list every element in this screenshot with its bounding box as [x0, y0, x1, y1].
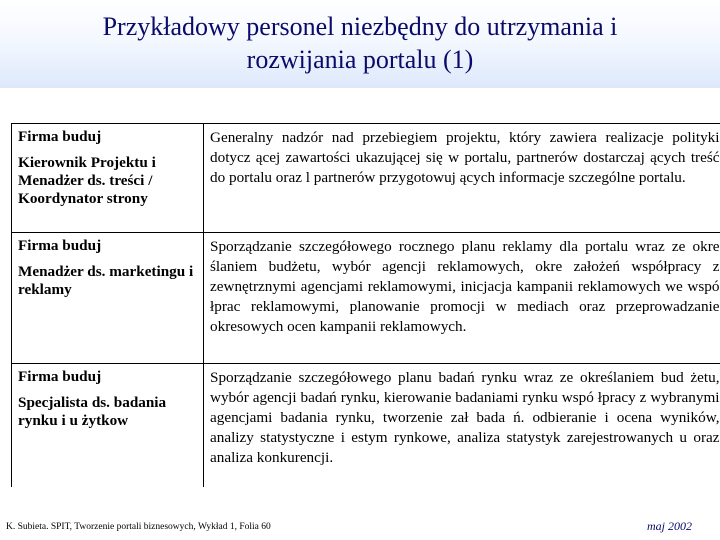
footer-date: maj 2002 [647, 519, 692, 533]
company-heading: Firma buduj [18, 368, 102, 385]
role-cell [12, 124, 204, 233]
table-row [12, 124, 720, 233]
description-cell: Sporządzanie szczegółowego rocznego planu reklamy dla portalu wraz ze okre ślaniem budżetu, wybór agencji reklamowych, okre założeń współpracy z zewnętrznymi agencjami reklamowymi, inicjacja kampanii reklamowych we wspó łprac reklamowymi, planowanie promocji w mediach oraz przeprowadzanie okresowych ocen kampanii reklamowych. [204, 233, 720, 364]
slide-title-line-1: Przykładowy personel niezbędny do utrzymania i [102, 12, 618, 41]
role-title: Kierownik Projektu i Menadżer ds. treści / Koordynator strony [18, 154, 156, 207]
table-row [12, 233, 720, 364]
role-cell [12, 233, 204, 364]
role-cell [12, 364, 204, 488]
company-heading: Firma buduj [18, 237, 102, 254]
description-cell: Sporządzanie szczegółowego planu badań rynku wraz ze określaniem bud żetu, wybór agencji badań rynku, kierowanie badaniami rynku wspó łpracy z wybranymi agencjami badania rynku, tworzenie zał bada ń. odbieranie i ocena wyników, analizy statystyczne i estym rynkowe, analiza statystyk zarejestrowanych u oraz analiza konkurencji. [204, 364, 720, 488]
footer-source: K. Subieta. SPIT, Tworzenie portali biznesowych, Wykład 1, Folia 60 [6, 522, 271, 532]
table-row [12, 364, 720, 488]
slide-title-line-2: rozwijania portalu (1) [246, 45, 474, 74]
slide-title [0, 10, 720, 76]
company-heading: Firma buduj [18, 128, 102, 145]
role-title: Specjalista ds. badania rynku i u żytkow [18, 394, 167, 429]
role-title: Menadżer ds. marketingu i reklamy [18, 263, 194, 298]
description-cell: Generalny nadzór nad przebiegiem projektu, który zawiera realizacje polityki dotycz ącej zawartości ukazującej się w portalu, partnerów dostarczaj ących treść do portalu oraz l partnerów przygotowuj ących informacje szczególne portalu. [204, 124, 720, 233]
personnel-table [11, 123, 720, 487]
